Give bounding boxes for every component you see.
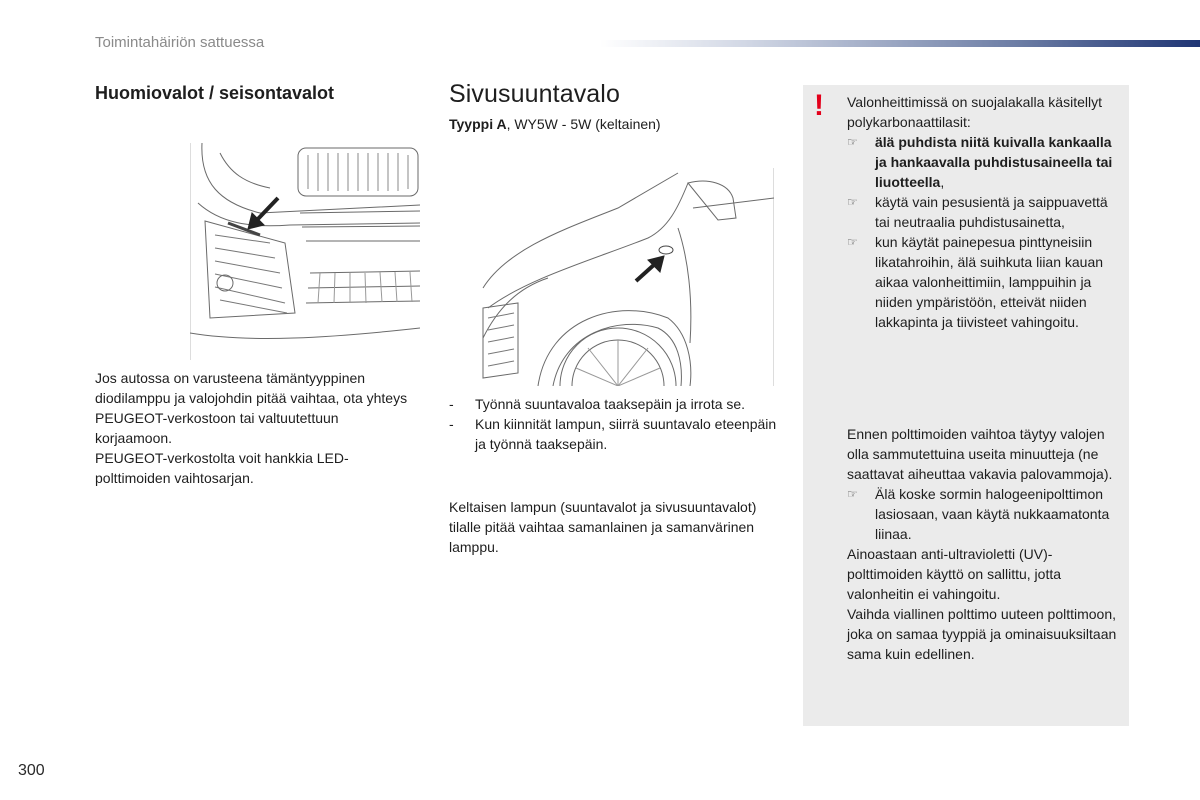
warning-bullet-2 [847,192,1122,232]
lamp-type-spec: , WY5W - 5W (keltainen) [506,116,661,132]
amber-lamp-note: Keltaisen lampun (suuntavalot ja sivusuuntavalot) tilalle pitää vaihtaa samanlainen ja samanvärinen lamppu. [449,499,757,555]
warning-bullet-text: käytä vain pesusientä ja saippuavettä tai neutraalia puhdistusainetta, [875,194,1108,230]
warning-bullet-1 [847,132,1122,192]
car-side-indicator-illustration [478,168,774,386]
warning-para-2: Ennen polttimoiden vaihtoa täytyy valojen olla sammutettuina useita minuutteja (ne saattavat aiheuttaa vakavia palovammoja). [847,426,1113,482]
pointing-hand-icon: ☞ [847,195,858,209]
step-2 [449,414,789,454]
lamp-type-line [449,116,661,132]
warning-bullet-text: kun käytät painepesua pinttyneisiin likatahroihin, älä suihkuta liian kauan aikaa valonheittimiin, lamppuihin ja niiden ympäristöön, etteivät niiden lakkapinta ja tiivisteet vahingoitu. [875,234,1104,330]
step-dash: - [449,396,454,412]
warning-bullet-text: Älä koske sormin halogeenipolttimon lasiosaan, vaan käytä nukkaamatonta liinaa. [875,486,1110,542]
warning-intro: Valonheittimissä on suojalakalla käsitellyt polykarbonaattilasit: [847,94,1102,130]
section-heading-daytime-lights: Huomiovalot / seisontavalot [95,83,335,103]
page-number: 300 [18,762,45,779]
running-header: Toimintahäiriön sattuessa [95,34,265,51]
warning-para-3: Ainoastaan anti-ultravioletti (UV)-polttimoiden käyttö on sallittu, jotta valonheitin ei vahingoitu. [847,546,1062,602]
replacement-steps [449,394,789,454]
warning-bullet-bold: älä puhdista niitä kuivalla kankaalla ja hankaavalla puhdistusaineella tai liuotteella [875,134,1113,190]
step-dash: - [449,416,454,432]
warning-bullet-rest: , [940,174,945,190]
pointing-hand-icon: ☞ [847,235,858,249]
step-text: Työnnä suuntavaloa taaksepäin ja irrota se. [475,396,746,412]
pointing-hand-icon: ☞ [847,487,858,501]
step-1 [449,394,789,414]
led-paragraph-2: PEUGEOT-verkostolta voit hankkia LED-polttimoiden vaihtosarjan. [95,450,349,486]
section-heading-side-indicator: Sivusuuntavalo [449,80,620,108]
warning-para-4: Vaihda viallinen polttimo uuteen polttimoon, joka on samaa tyyppiä ja ominaisuuksiltaan sama kuin edellinen. [847,606,1117,662]
step-text: Kun kiinnität lampun, siirrä suuntavalo eteenpäin ja työnnä taaksepäin. [475,416,777,452]
led-info-text [95,368,415,488]
lamp-type-label: Tyyppi A [449,116,507,132]
exclamation-icon: ! [814,89,824,122]
warning-bullet-halogen [847,484,1122,544]
warning-bullet-3 [847,232,1122,332]
warning-text-bottom [847,424,1122,664]
pointing-hand-icon: ☞ [847,135,858,149]
car-front-fog-light-illustration [190,143,420,360]
header-gradient-bar [600,40,1200,47]
warning-text-top [847,92,1122,332]
led-paragraph-1: Jos autossa on varusteena tämäntyyppinen diodilamppu ja valojohdin pitää vaihtaa, ota yhteys PEUGEOT-verkostoon tai valtuutettuun korjaamoon. [95,370,408,446]
